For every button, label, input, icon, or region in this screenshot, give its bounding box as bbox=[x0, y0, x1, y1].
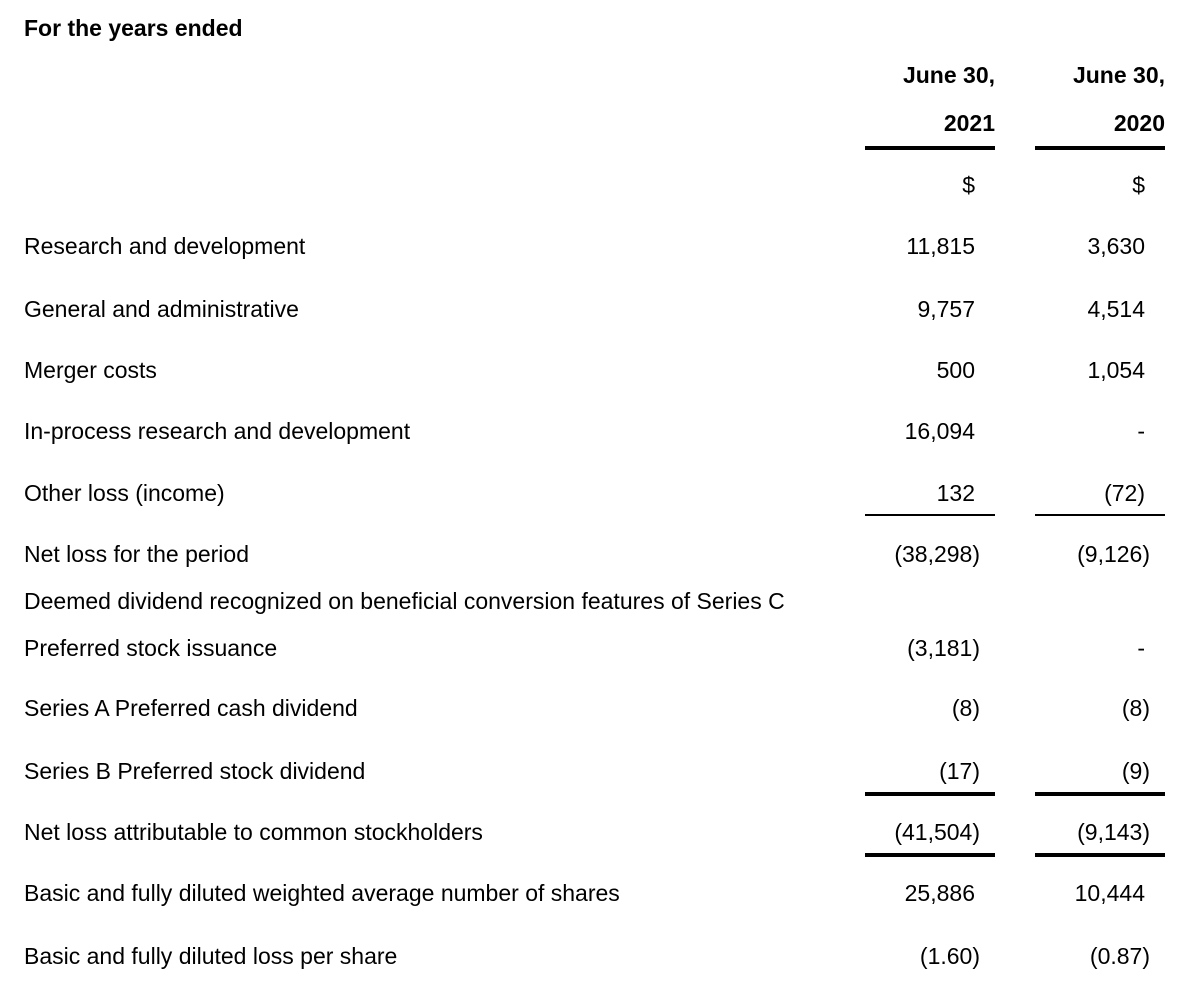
value-2020-series-b-dividend: (9) bbox=[1121, 758, 1150, 784]
row-label-preferred-issuance: Preferred stock issuance bbox=[24, 635, 278, 661]
row-label-net-loss-common: Net loss attributable to common stockholders bbox=[24, 819, 483, 845]
row-label-series-a-dividend: Series A Preferred cash dividend bbox=[24, 695, 358, 721]
column-header-2021-year: 2021 bbox=[943, 110, 995, 136]
value-2021-general-admin: 9,757 bbox=[917, 296, 975, 322]
row-label-in-process-rd: In-process research and development bbox=[24, 418, 411, 444]
row-label-deemed-dividend: Deemed dividend recognized on beneficial conversion features of Series C bbox=[24, 588, 785, 614]
value-2021-net-loss-period: (38,298) bbox=[894, 541, 980, 567]
total-rule-2021 bbox=[865, 792, 995, 796]
value-2020-weighted-shares: 10,444 bbox=[1074, 880, 1145, 906]
value-2020-net-loss-period: (9,126) bbox=[1077, 541, 1150, 567]
value-2020-other-loss: (72) bbox=[1104, 480, 1145, 506]
subtotal-rule-2021 bbox=[865, 514, 995, 516]
currency-2021: $ bbox=[962, 172, 975, 198]
value-2020-merger-costs: 1,054 bbox=[1087, 357, 1145, 383]
value-2021-research: 11,815 bbox=[906, 233, 975, 259]
value-2020-general-admin: 4,514 bbox=[1087, 296, 1145, 322]
double-rule-2021 bbox=[865, 853, 995, 857]
value-2020-series-a-dividend: (8) bbox=[1121, 695, 1150, 721]
column-header-2021-month: June 30, bbox=[902, 62, 995, 88]
table-heading: For the years ended bbox=[24, 15, 243, 41]
row-label-net-loss-period: Net loss for the period bbox=[24, 541, 250, 567]
value-2021-series-b-dividend: (17) bbox=[939, 758, 980, 784]
double-rule-2020 bbox=[1035, 853, 1165, 857]
column-header-2020-month: June 30, bbox=[1072, 62, 1165, 88]
currency-2020: $ bbox=[1132, 172, 1145, 198]
value-2020-loss-per-share: (0.87) bbox=[1089, 943, 1150, 969]
value-2021-preferred-issuance: (3,181) bbox=[907, 635, 980, 661]
header-rule-2020 bbox=[1035, 146, 1165, 150]
value-2021-merger-costs: 500 bbox=[936, 357, 975, 383]
row-label-merger-costs: Merger costs bbox=[24, 357, 157, 383]
header-rule-2021 bbox=[865, 146, 995, 150]
row-label-other-loss: Other loss (income) bbox=[24, 480, 225, 506]
value-2020-in-process-rd: - bbox=[1137, 418, 1145, 444]
value-2021-in-process-rd: 16,094 bbox=[904, 418, 975, 444]
row-label-weighted-shares: Basic and fully diluted weighted average number of shares bbox=[24, 880, 620, 906]
value-2020-preferred-issuance: - bbox=[1137, 635, 1145, 661]
column-header-2020-year: 2020 bbox=[1113, 110, 1165, 136]
value-2020-net-loss-common: (9,143) bbox=[1077, 819, 1150, 845]
value-2021-weighted-shares: 25,886 bbox=[904, 880, 975, 906]
row-label-loss-per-share: Basic and fully diluted loss per share bbox=[24, 943, 398, 969]
value-2021-net-loss-common: (41,504) bbox=[894, 819, 980, 845]
row-label-general-admin: General and administrative bbox=[24, 296, 299, 322]
value-2021-loss-per-share: (1.60) bbox=[919, 943, 980, 969]
value-2021-other-loss: 132 bbox=[936, 480, 975, 506]
value-2021-series-a-dividend: (8) bbox=[951, 695, 980, 721]
subtotal-rule-2020 bbox=[1035, 514, 1165, 516]
row-label-research: Research and development bbox=[24, 233, 306, 259]
row-label-series-b-dividend: Series B Preferred stock dividend bbox=[24, 758, 366, 784]
total-rule-2020 bbox=[1035, 792, 1165, 796]
value-2020-research: 3,630 bbox=[1087, 233, 1145, 259]
